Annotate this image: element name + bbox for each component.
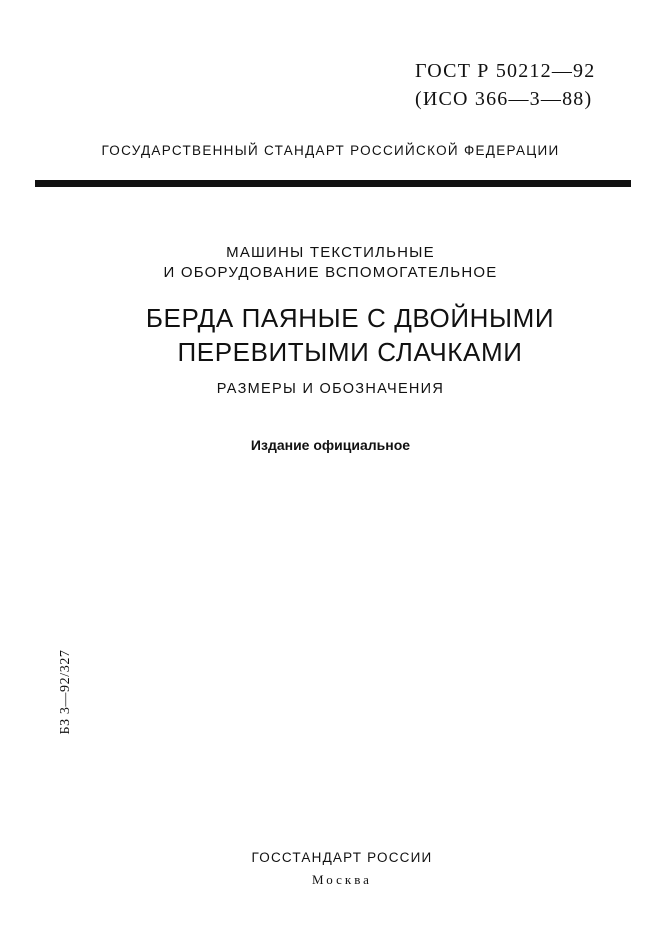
main-title-line-2: ПЕРЕВИТЫМИ СЛАЧКАМИ <box>177 337 523 367</box>
publisher: ГОССТАНДАРТ РОССИИ <box>251 850 433 865</box>
gost-code: ГОСТ Р 50212—92 <box>415 60 596 82</box>
side-catalog-code: БЗ 3—92/327 <box>58 649 73 735</box>
horizontal-rule <box>35 180 631 187</box>
city: Москва <box>312 872 372 887</box>
subtitle: РАЗМЕРЫ И ОБОЗНАЧЕНИЯ <box>216 381 445 397</box>
main-title-line-1: БЕРДА ПАЯНЫЕ С ДВОЙНЫМИ <box>145 303 555 333</box>
iso-code: (ИСО 366—3—88) <box>415 88 593 110</box>
category-title-line-1: МАШИНЫ ТЕКСТИЛЬНЫЕ <box>226 244 435 261</box>
state-standard-heading: ГОСУДАРСТВЕННЫЙ СТАНДАРТ РОССИЙСКОЙ ФЕДЕРАЦИИ <box>101 143 560 158</box>
edition-label: Издание официальное <box>250 437 411 453</box>
category-title-line-2: И ОБОРУДОВАНИЕ ВСПОМОГАТЕЛЬНОЕ <box>163 264 498 281</box>
